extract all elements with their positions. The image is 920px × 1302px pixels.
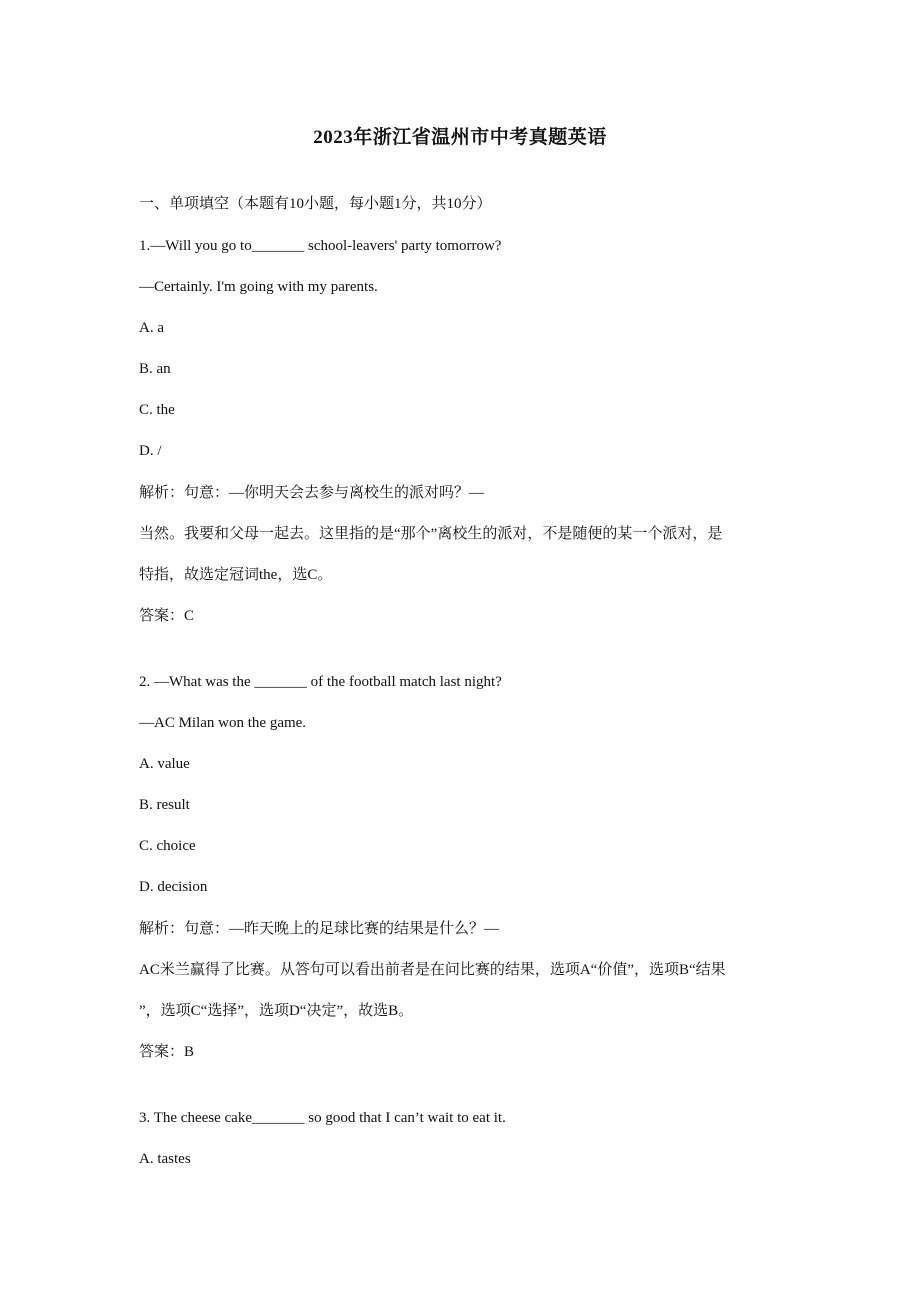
question-2-reply: —AC Milan won the game.	[139, 715, 307, 731]
question-2-option-a: A. value	[139, 756, 190, 772]
question-1-option-b: B. an	[139, 361, 171, 377]
question-3-option-a: A. tastes	[139, 1151, 191, 1167]
question-2-option-b: B. result	[139, 797, 190, 813]
question-2-analysis-line-3: ”，选项C“选择”，选项D“决定”，故选B。	[139, 1003, 414, 1019]
question-1-analysis-line-3: 特指，故选定冠词the，选C。	[139, 567, 333, 583]
question-1-analysis-line-2: 当然。我要和父母一起去。这里指的是“那个”离校生的派对，不是随便的某一个派对，是	[139, 526, 723, 542]
question-1-stem: 1.—Will you go to_______ school-leavers' party tomorrow?	[139, 238, 502, 254]
question-2-stem: 2. —What was the _______ of the football match last night?	[139, 674, 502, 690]
question-1-option-d: D. /	[139, 443, 162, 459]
question-2-analysis-line-1: 解析：句意：—昨天晚上的足球比赛的结果是什么？—	[139, 921, 500, 937]
question-2-analysis-line-2: AC米兰赢得了比赛。从答句可以看出前者是在问比赛的结果，选项A“价值”，选项B“结果	[139, 962, 726, 978]
question-1-option-c: C. the	[139, 402, 175, 418]
question-2-answer: 答案：B	[139, 1044, 195, 1060]
section-heading: 一、单项填空（本题有10小题，每小题1分，共10分）	[139, 196, 492, 212]
document-title: 2023年浙江省温州市中考真题英语	[313, 127, 607, 148]
question-1-analysis-line-1: 解析：句意：—你明天会去参与离校生的派对吗？—	[139, 485, 485, 501]
question-2-option-c: C. choice	[139, 838, 196, 854]
question-3-stem: 3. The cheese cake_______ so good that I can’t wait to eat it.	[139, 1110, 506, 1126]
question-1-answer: 答案：C	[139, 608, 195, 624]
question-2-option-d: D. decision	[139, 879, 208, 895]
question-1-option-a: A. a	[139, 320, 164, 336]
question-1-reply: —Certainly. I'm going with my parents.	[139, 279, 378, 295]
